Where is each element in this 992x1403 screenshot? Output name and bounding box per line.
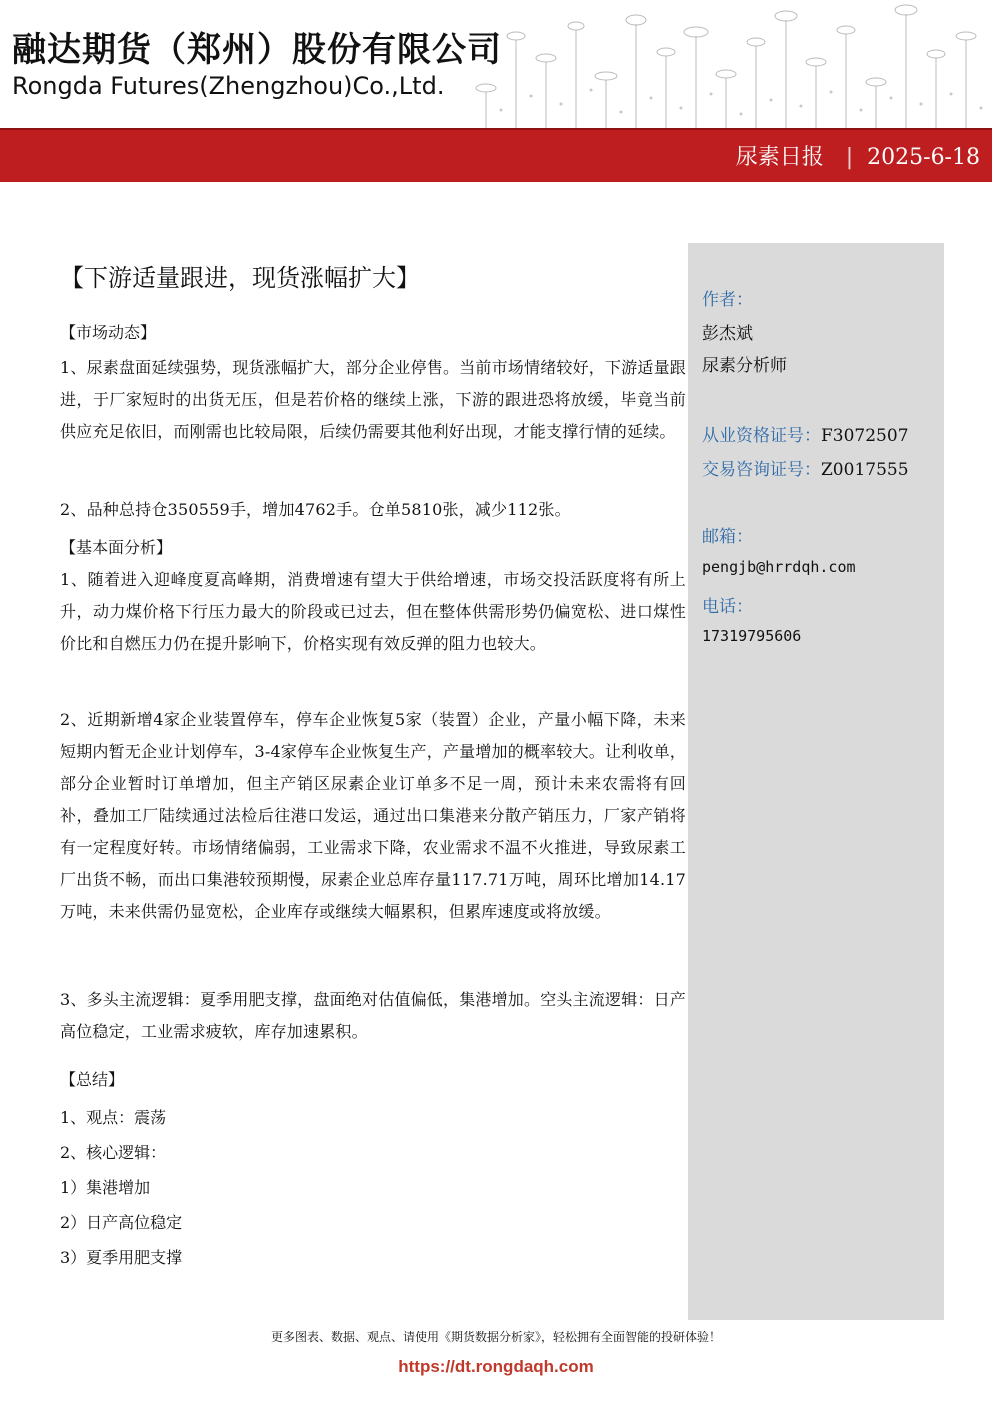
title-bar-text [736, 140, 980, 171]
header-decoration [456, 0, 992, 128]
consult-label: 交易咨询证号： [702, 460, 821, 480]
report-date: 2025-6-18 [867, 145, 980, 170]
email-label: 邮箱： [702, 527, 753, 547]
footer-link[interactable]: https://dt.rongdaqh.com [398, 1357, 594, 1376]
fundamental-paragraph-3: 3、多头主流逻辑：夏季用肥支撑，盘面绝对估值偏低，集港增加。空头主流逻辑：日产高位稳定，工业需求疲软，库存加速累积。 [60, 990, 686, 1041]
phone-label: 电话： [702, 597, 753, 617]
author-title: 尿素分析师 [702, 356, 787, 376]
email-value[interactable]: pengjb@hrrdqh.com [702, 558, 856, 576]
report-type: 尿素日报 [735, 145, 824, 170]
footer-note: 更多图表、数据、观点、请使用《期货数据分析家》，轻松拥有全面智能的投研体验！ [270, 1330, 721, 1344]
fundamental-paragraph-1: 1、随着进入迎峰度夏高峰期，消费增速有望大于供给增速，市场交投活跃度将有所上升，动力煤价格下行压力最大的阶段或已过去，但在整体供需形势仍偏宽松、进口煤性价比和自燃压力仍在提升影响下，价格实现有效反弹的阻力也较大。 [60, 570, 686, 653]
fundamental-paragraph-2: 2、近期新增4家企业装置停车，停车企业恢复5家（装置）企业，产量小幅下降，未来短期内暂无企业计划停车，3-4家停车企业恢复生产，产量增加的概率较大。让利收单，部分企业暂时订单增加，但主产销区尿素企业订单多不足一周，预计未来农需将有回补，叠加工厂陆续通过法检后往港口发运，通过出口集港来分散产销压力，厂家产销将有一定程度好转。市场情绪偏弱，工业需求下降，农业需求不温不火推进，导致尿素工厂出货不畅，而出口集港较预期慢，尿素企业总库存量117.71万吨，周环比增加14.17万吨，未来供需仍显宽松，企业库存或继续大幅累积，但累库速度或将放缓。 [60, 710, 686, 921]
market-paragraph-2: 2、品种总持仓350559手，增加4762手。仓单5810张，减少112张。 [60, 500, 571, 519]
summary-section-title: 【总结】 [60, 1070, 125, 1089]
summary-line: 2、核心逻辑： [60, 1143, 167, 1162]
market-section-title: 【市场动态】 [60, 323, 157, 342]
title-separator: | [845, 145, 854, 170]
license-value: F3072507 [821, 426, 909, 446]
summary-line: 3）夏季用肥支撑 [60, 1248, 183, 1267]
fundamental-section-title: 【基本面分析】 [60, 538, 173, 557]
license-number [702, 421, 909, 446]
author-label: 作者： [702, 290, 753, 310]
author-sidebar [688, 243, 944, 1320]
market-paragraph-1: 1、尿素盘面延续强势，现货涨幅扩大，部分企业停售。当前市场情绪较好，下游适量跟进，于厂家短时的出货无压，但是若价格的继续上涨，下游的跟进恐将放缓，毕竟当前供应充足依旧，而刚需也比较局限，后续仍需要其他利好出现，才能支撑行情的延续。 [60, 358, 686, 441]
license-label: 从业资格证号： [702, 426, 821, 446]
summary-line: 2）日产高位稳定 [60, 1213, 183, 1232]
summary-line: 1）集港增加 [60, 1178, 151, 1197]
summary-line: 1、观点：震荡 [60, 1108, 167, 1127]
phone-value: 17319795606 [702, 627, 802, 645]
author-name: 彭杰斌 [702, 324, 753, 344]
consult-value: Z0017555 [821, 460, 909, 480]
title-bar [0, 128, 992, 182]
company-name-cn: 融达期货（郑州）股份有限公司 [12, 30, 502, 70]
report-headline: 【下游适量跟进，现货涨幅扩大】 [60, 264, 420, 292]
page-header [0, 0, 992, 128]
consult-number [702, 455, 909, 480]
company-name-en: Rongda Futures(Zhengzhou)Co.,Ltd. [12, 72, 445, 100]
